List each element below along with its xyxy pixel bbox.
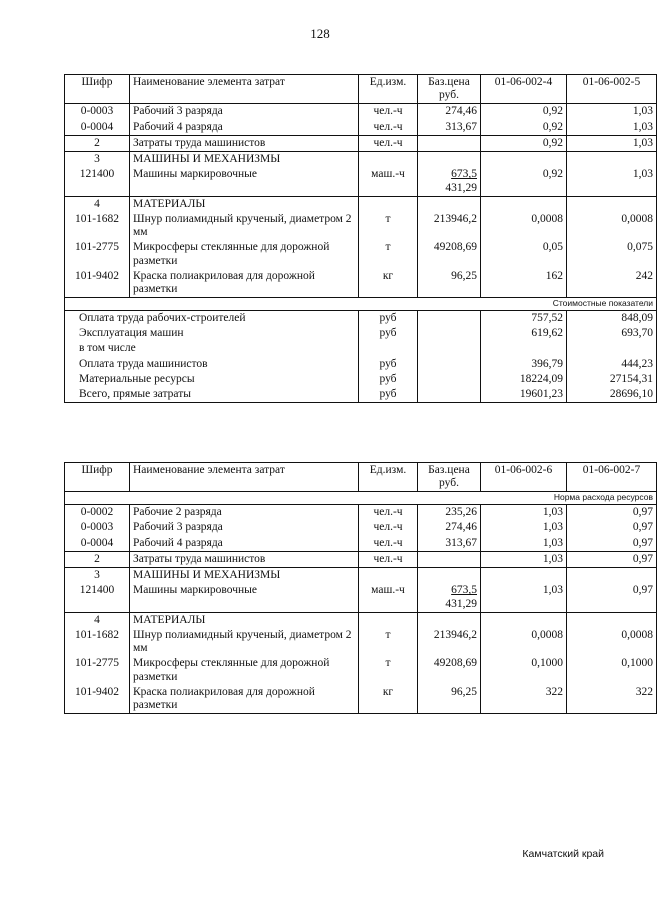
section-number: 3 [65,152,130,168]
cost-caption: Стоимостные показатели [65,298,657,311]
table-row [65,685,657,714]
code-cell: 0-0003 [65,520,130,535]
value-a-cell: 0,92 [481,135,567,151]
value-a-cell: 162 [481,269,567,298]
code-cell: 101-2775 [65,240,130,268]
unit-cell: чел.-ч [359,104,418,120]
price-cell: 274,46 [418,520,481,535]
price-primary: 673,5 [451,168,477,181]
name-cell: Краска полиакриловая для дорожной разметки [130,685,359,714]
price-primary: 673,5 [451,584,477,597]
value-a-cell: 0,92 [481,104,567,120]
value-b-cell: 0,075 [567,240,657,268]
total-unit: руб [359,326,418,341]
section-title: МАШИНЫ И МЕХАНИЗМЫ [130,568,359,584]
name-cell: Машины маркировочные [130,167,359,196]
unit-cell: кг [359,269,418,298]
total-b: 693,70 [567,326,657,341]
value-b-cell: 242 [567,269,657,298]
table-row [65,628,657,656]
table-row [65,520,657,535]
name-cell: Рабочие 2 разряда [130,505,359,521]
value-a-cell: 1,03 [481,520,567,535]
code-cell: 0-0003 [65,104,130,120]
total-unit: руб [359,311,418,327]
header-col-a: 01-06-002-4 [481,75,567,104]
value-b-cell: 0,0008 [567,628,657,656]
unit-cell: чел.-ч [359,551,418,567]
section-number: 4 [65,612,130,628]
total-b: 27154,31 [567,372,657,387]
price-secondary: 431,29 [445,597,477,610]
header-col-a: 01-06-002-6 [481,463,567,492]
unit-cell: т [359,656,418,684]
page-number: 128 [310,26,330,41]
table-row [65,167,657,196]
price-cell: 235,26 [418,505,481,521]
section-title: МАШИНЫ И МЕХАНИЗМЫ [130,152,359,168]
header-unit: Ед.изм. [359,463,418,492]
code-cell: 101-2775 [65,656,130,684]
total-b: 28696,10 [567,387,657,403]
value-a-cell: 0,92 [481,120,567,136]
table-row [65,551,657,567]
table-row [65,120,657,136]
price-cell: 274,46 [418,104,481,120]
table-row [65,536,657,552]
price-cell: 49208,69 [418,656,481,684]
value-b-cell: 0,97 [567,505,657,521]
value-a-cell: 0,0008 [481,628,567,656]
total-a: 396,79 [481,357,567,372]
section-number: 3 [65,568,130,584]
code-cell: 121400 [65,583,130,612]
name-cell: Шнур полиамидный крученый, диаметром 2 мм [130,628,359,656]
name-cell: Затраты труда машинистов [130,135,359,151]
code-cell: 101-9402 [65,269,130,298]
name-cell: Рабочий 3 разряда [130,104,359,120]
value-a-cell: 0,92 [481,167,567,196]
price-cell: 213946,2 [418,628,481,656]
value-b-cell: 0,1000 [567,656,657,684]
name-cell: Затраты труда машинистов [130,551,359,567]
norm-caption-row [65,492,657,505]
total-label: Оплата труда машинистов [65,357,359,372]
value-a-cell: 1,03 [481,583,567,612]
cost-table-1 [64,74,657,403]
total-row [65,387,657,403]
name-cell: Рабочий 3 разряда [130,520,359,535]
value-a-cell: 1,03 [481,505,567,521]
section-heading-row [65,196,657,212]
section-number: 4 [65,196,130,212]
unit-cell: чел.-ч [359,120,418,136]
total-unit: руб [359,357,418,372]
total-label: Всего, прямые затраты [65,387,359,403]
code-cell: 0-0004 [65,120,130,136]
value-b-cell: 0,97 [567,551,657,567]
price-cell: 213946,2 [418,212,481,240]
unit-cell: чел.-ч [359,505,418,521]
value-a-cell: 0,05 [481,240,567,268]
price-cell [418,135,481,151]
value-b-cell: 322 [567,685,657,714]
code-cell: 2 [65,135,130,151]
region-footer: Камчатский край [522,848,604,860]
table-row [65,212,657,240]
value-a-cell: 0,1000 [481,656,567,684]
code-cell: 101-1682 [65,212,130,240]
unit-cell: т [359,240,418,268]
total-row [65,326,657,341]
name-cell: Машины маркировочные [130,583,359,612]
value-a-cell: 1,03 [481,551,567,567]
value-a-cell: 0,0008 [481,212,567,240]
total-row [65,341,657,356]
table-row [65,505,657,521]
header-col-b: 01-06-002-5 [567,75,657,104]
price-cell [418,551,481,567]
header-code: Шифр [65,75,130,104]
unit-cell: чел.-ч [359,536,418,552]
header-col-b: 01-06-002-7 [567,463,657,492]
total-b: 444,23 [567,357,657,372]
value-b-cell: 0,97 [567,520,657,535]
total-label: в том числе [65,341,359,356]
value-a-cell: 322 [481,685,567,714]
unit-cell: т [359,212,418,240]
name-cell: Микросферы стеклянные для дорожной разметки [130,240,359,268]
cost-table-2 [64,462,657,714]
total-a: 757,52 [481,311,567,327]
section-heading-row [65,568,657,584]
section-title: МАТЕРИАЛЫ [130,196,359,212]
total-row [65,372,657,387]
table-row [65,269,657,298]
total-a: 19601,23 [481,387,567,403]
unit-cell: маш.-ч [359,583,418,612]
name-cell: Рабочий 4 разряда [130,120,359,136]
total-row [65,357,657,372]
unit-cell: чел.-ч [359,135,418,151]
table-header-row [65,75,657,104]
total-a: 619,62 [481,326,567,341]
unit-cell: чел.-ч [359,520,418,535]
total-unit: руб [359,372,418,387]
unit-cell: т [359,628,418,656]
code-cell: 2 [65,551,130,567]
header-code: Шифр [65,463,130,492]
total-unit: руб [359,387,418,403]
name-cell: Рабочий 4 разряда [130,536,359,552]
section-heading-row [65,612,657,628]
price-cell: 96,25 [418,685,481,714]
table-row [65,135,657,151]
name-cell: Микросферы стеклянные для дорожной разметки [130,656,359,684]
value-b-cell: 1,03 [567,104,657,120]
total-label: Материальные ресурсы [65,372,359,387]
header-price: Баз.цена руб. [418,463,481,492]
price-secondary: 431,29 [445,181,477,194]
unit-cell: маш.-ч [359,167,418,196]
unit-cell: кг [359,685,418,714]
total-label: Оплата труда рабочих-строителей [65,311,359,327]
code-cell: 121400 [65,167,130,196]
header-price: Баз.цена руб. [418,75,481,104]
header-unit: Ед.изм. [359,75,418,104]
price-cell [418,167,481,196]
table-row [65,104,657,120]
price-cell: 313,67 [418,120,481,136]
price-cell: 96,25 [418,269,481,298]
table-header-row [65,463,657,492]
price-cell: 49208,69 [418,240,481,268]
section-title: МАТЕРИАЛЫ [130,612,359,628]
norm-caption: Норма расхода ресурсов [65,492,657,505]
name-cell: Шнур полиамидный крученый, диаметром 2 мм [130,212,359,240]
table-row [65,583,657,612]
value-b-cell: 1,03 [567,120,657,136]
value-b-cell: 0,97 [567,583,657,612]
name-cell: Краска полиакриловая для дорожной разметки [130,269,359,298]
price-cell: 313,67 [418,536,481,552]
total-b: 848,09 [567,311,657,327]
table-row [65,240,657,268]
value-b-cell: 0,0008 [567,212,657,240]
header-name: Наименование элемента затрат [130,75,359,104]
total-row [65,311,657,327]
total-a: 18224,09 [481,372,567,387]
cost-caption-row [65,298,657,311]
code-cell: 0-0004 [65,536,130,552]
code-cell: 101-9402 [65,685,130,714]
section-heading-row [65,152,657,168]
table-row [65,656,657,684]
total-label: Эксплуатация машин [65,326,359,341]
price-cell [418,583,481,612]
value-a-cell: 1,03 [481,536,567,552]
value-b-cell: 1,03 [567,167,657,196]
code-cell: 101-1682 [65,628,130,656]
header-name: Наименование элемента затрат [130,463,359,492]
value-b-cell: 1,03 [567,135,657,151]
code-cell: 0-0002 [65,505,130,521]
value-b-cell: 0,97 [567,536,657,552]
